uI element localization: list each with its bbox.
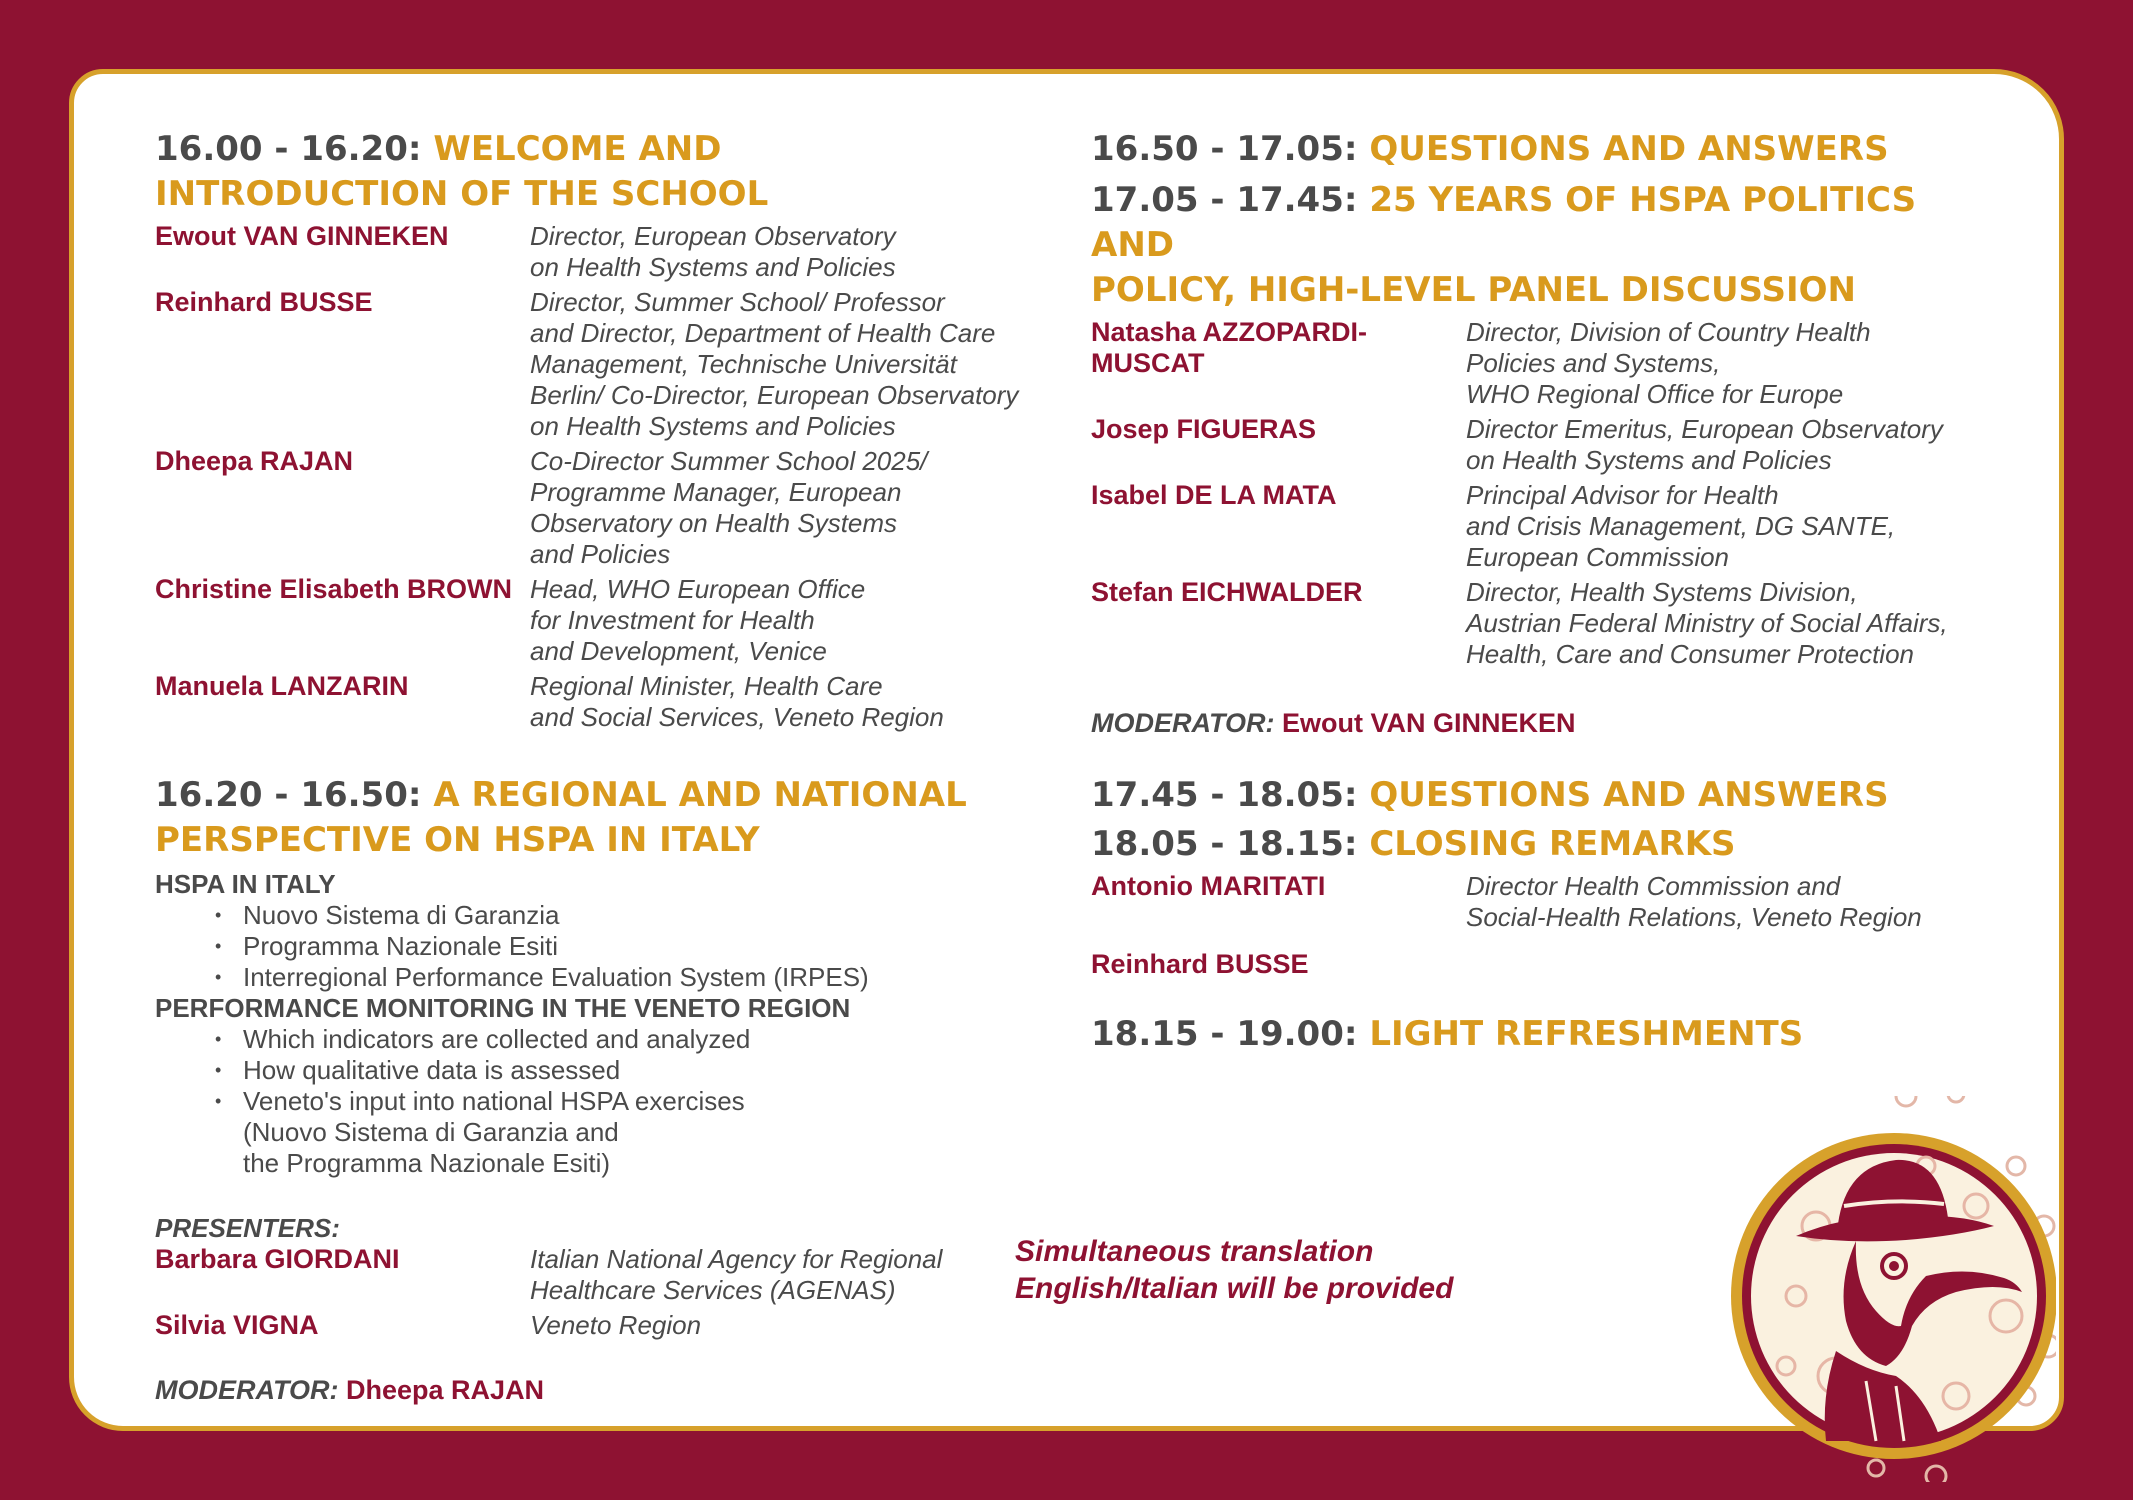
presenters-label: PRESENTERS: [155,1213,340,1243]
moderator-name: Ewout VAN GINNEKEN [1282,708,1576,738]
bullet-list [155,900,1075,993]
speaker-name: Ewout VAN GINNEKEN [155,221,449,251]
list-item: • Nuovo Sistema di Garanzia [215,900,1075,931]
presenter-role: Veneto Region [530,1310,702,1340]
moderator-line [155,1375,1075,1406]
right-column [1091,127,1991,1057]
speaker-row [155,671,1075,733]
speaker-role: Head, WHO European Office for Investment for Health and Development, Venice [530,574,866,666]
session-time: 18.05 - 18.15: [1091,824,1358,864]
speaker-role: Director, Health Systems Division, Austrian Federal Ministry of Social Affairs, Health, Care and Consumer Protection [1466,577,1948,669]
presenter-row [155,1310,1075,1341]
presenter-name: Silvia VIGNA [155,1310,319,1340]
speaker-row [155,287,1075,442]
session-time: 16.20 - 16.50: [155,775,422,815]
speaker-row [1091,414,1991,476]
session-qa2-heading [1091,773,1991,818]
moderator-label: MODERATOR: [155,1375,339,1405]
session-time: 17.05 - 17.45: [1091,180,1358,220]
speaker-name: Isabel DE LA MATA [1091,480,1337,510]
left-column [155,127,1075,1406]
session-time: 17.45 - 18.05: [1091,775,1358,815]
speaker-role: Director, Summer School/ Professor and Director, Department of Health Care Management, Technische Universität Berlin/ Co-Director, European Observatory on Health Systems and Policies [530,287,1019,441]
session-welcome-heading [155,127,1075,217]
session-regional-heading [155,773,1075,863]
session-refreshments-heading [1091,1012,1991,1057]
session-title: CLOSING REMARKS [1369,824,1736,864]
session-time: 16.50 - 17.05: [1091,129,1358,169]
session-title: 25 YEARS OF HSPA POLITICS AND [1091,180,1917,265]
speaker-name: Christine Elisabeth BROWN [155,574,513,604]
subheading-performance-monitoring: PERFORMANCE MONITORING IN THE VENETO REGION [155,993,851,1023]
session-qa1-heading [1091,127,1991,172]
presenter-row [155,1244,1075,1306]
speaker-role: Director, Division of Country Health Policies and Systems, WHO Regional Office for Europe [1466,317,1871,409]
speaker-role: Director Health Commission and Social-Health Relations, Veneto Region [1466,871,1922,932]
session-title: QUESTIONS AND ANSWERS [1369,129,1889,169]
translation-note: Simultaneous translation English/Italian will be provided [1015,1235,1454,1305]
session-title-line2: PERSPECTIVE ON HSPA IN ITALY [155,820,760,860]
presenter-name: Barbara GIORDANI [155,1244,400,1274]
speaker-name: Antonio MARITATI [1091,871,1326,901]
speaker-role: Director Emeritus, European Observatory on Health Systems and Policies [1466,414,1943,475]
presenter-role: Italian National Agency for Regional Healthcare Services (AGENAS) [530,1244,943,1305]
speaker-row [155,221,1075,283]
speaker-role: Co-Director Summer School 2025/ Programme Manager, European Observatory on Health Systems and Policies [530,446,928,569]
session-closing-heading [1091,822,1991,867]
speaker-row [155,446,1075,570]
bullet-list [155,1024,1075,1179]
list-item: • Programma Nazionale Esiti [215,931,1075,962]
session-title-line2: INTRODUCTION OF THE SCHOOL [155,174,769,214]
moderator-label: MODERATOR: [1091,708,1275,738]
session-title: LIGHT REFRESHMENTS [1369,1014,1804,1054]
speaker-row [1091,317,1991,410]
subheading-hspa-italy: HSPA IN ITALY [155,869,336,899]
moderator-line [1091,708,1991,739]
speaker-name: Reinhard BUSSE [155,287,373,317]
speaker-role: Director, European Observatory on Health Systems and Policies [530,221,896,282]
moderator-name: Dheepa RAJAN [346,1375,545,1405]
speaker-name: Josep FIGUERAS [1091,414,1317,444]
session-title: A REGIONAL AND NATIONAL [433,775,967,815]
speaker-name: Natasha AZZOPARDI-MUSCAT [1091,317,1368,378]
session-title: QUESTIONS AND ANSWERS [1369,775,1889,815]
speaker-role: Principal Advisor for Health and Crisis Management, DG SANTE, European Commission [1466,480,1896,572]
speaker-row [1091,871,1991,933]
speaker-row [155,574,1075,667]
speaker-row [1091,949,1991,980]
speaker-row [1091,480,1991,573]
session-title: WELCOME AND [433,129,722,169]
list-item: • Veneto's input into national HSPA exercises (Nuovo Sistema di Garanzia and the Programma Nazionale Esiti) [215,1086,1075,1179]
speaker-role: Regional Minister, Health Care and Social Services, Veneto Region [530,671,944,732]
list-item: • Interregional Performance Evaluation System (IRPES) [215,962,1075,993]
session-panel-heading [1091,178,1991,313]
speaker-name: Dheepa RAJAN [155,446,354,476]
session-time: 16.00 - 16.20: [155,129,422,169]
speaker-name: Reinhard BUSSE [1091,949,1309,979]
session-title-line2: POLICY, HIGH-LEVEL PANEL DISCUSSION [1091,270,1857,310]
speaker-name: Manuela LANZARIN [155,671,409,701]
list-item: • Which indicators are collected and analyzed [215,1024,1075,1055]
session-time: 18.15 - 19.00: [1091,1014,1358,1054]
speaker-name: Stefan EICHWALDER [1091,577,1363,607]
list-item: • How qualitative data is assessed [215,1055,1075,1086]
plague-doctor-emblem-icon [1726,1096,2056,1482]
speaker-row [1091,577,1991,670]
